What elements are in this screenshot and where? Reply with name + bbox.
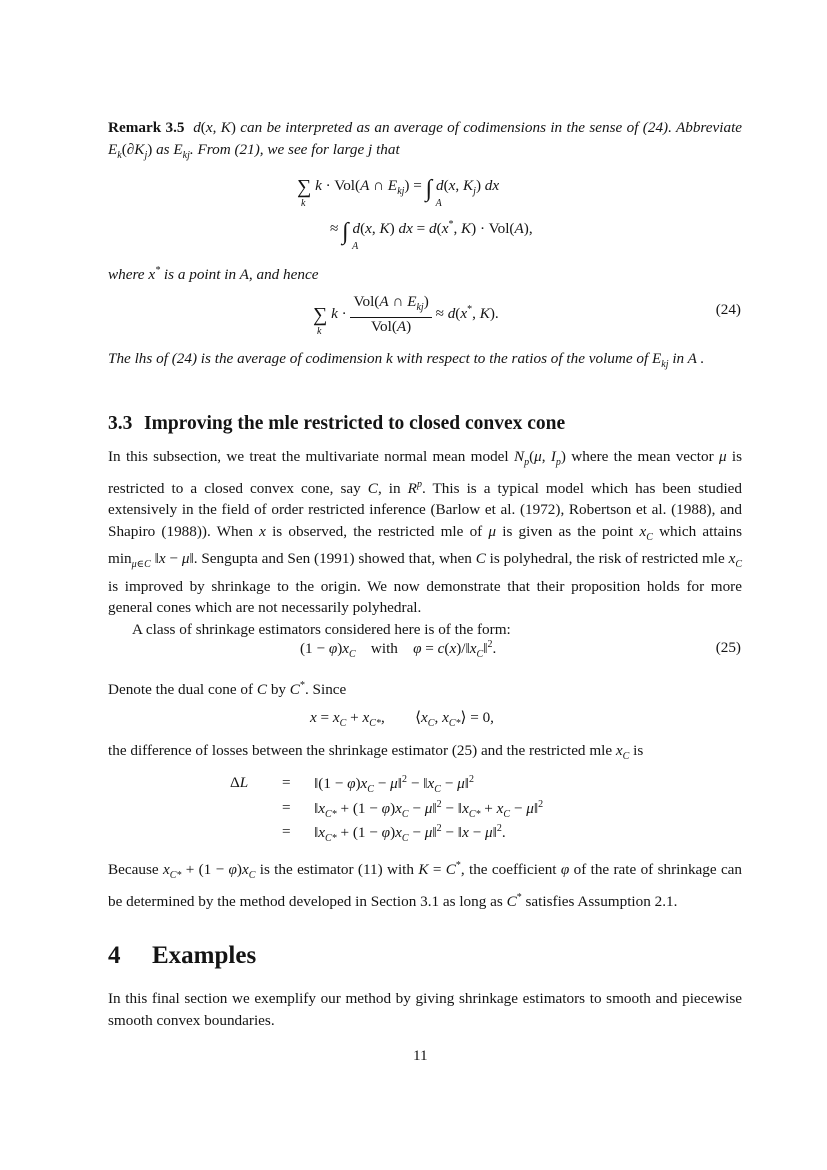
equation-loss-eq1: =	[282, 774, 291, 791]
p5-c: , the coefficient	[460, 861, 557, 879]
p1-f: is observed, the restricted mle of	[272, 522, 483, 540]
p1-e: . This is a typical model which has been studied extensively in the field of order restricted inference (Barlow et al. (1972), Robertson et al. (1988), and Shapiro (1988)). When	[108, 479, 742, 540]
equation-24-label: (24)	[715, 301, 741, 318]
p1-a: In this subsection, we treat the multivariate normal mean model	[108, 448, 509, 465]
equation-loss-line1: ΔL	[230, 774, 249, 791]
p4-b: is	[633, 742, 644, 759]
remark-equation-line1: ∑ k k · Vol(A ∩ $E_{kj}$) = ∫ A d(x, $K_j$) dx	[297, 176, 500, 209]
section-3-3-title: Improving the mle restricted to closed convex cone	[144, 413, 566, 434]
remark-where-3: , and hence	[248, 266, 319, 284]
p3-b: by	[270, 681, 286, 699]
p3-a: Denote the dual cone of	[108, 681, 254, 699]
section-4-number: 4	[108, 942, 121, 969]
equation-loss-rhs2: $‖x_{C*} + (1 - \varphi)x_C$ − μ‖$^2$ − $‖x_{C*} + x_C$ − μ‖$^2$	[314, 799, 544, 821]
section-3-3-paragraph-5: Because $x_{C*} + (1 - \varphi)x_C$ is the estimator (11) with K = C*, the coefficient φ of the rate of shrinkage can be determined by the method developed in Section 3.1 as long as C* satisfies Assumption 2.1.	[108, 860, 743, 910]
section-3-3-paragraph-1: In this subsection, we treat the multivariate normal mean model $N_p(\mu$, $I_p$) where the mean vector μ is restricted to a closed convex cone, say C, in $R^p$. This is a typical model which has been studied extensively in the field of order restricted inference (Barlow et al. (1972), Robertson et al. (1988), and Shapiro (1988)). When x is observed, the restricted mle of μ is given as the point $x_C$ which attains $\min_{\mu\in C}$ ‖x − μ‖. Sengupta and Sen (1991) showed that, when C is polyhedral, the risk of restricted mle $x_C$ is improved by shrinkage to the origin. We now demonstrate that their proposition holds for more general cones which are not necessarily polyhedral. A class of shrinkage estimators considered here is of the form:	[108, 448, 743, 638]
section-3-3-heading	[108, 413, 565, 435]
p5-a: Because	[108, 861, 159, 879]
equation-loss-eq2: =	[282, 799, 291, 816]
remark-paragraph: Remark 3.5 d(x, K) can be interpreted as an average of codimensions in the sense of (24). Abbreviate $E_k(\partial K_j)$ as $E_{kj}$. From (21), we see for large j that	[108, 119, 743, 161]
p3-c: . Since	[304, 681, 347, 699]
p1-h: which attains	[659, 522, 743, 540]
remark-lhs-3: in	[672, 350, 685, 367]
p4-a: the difference of losses between the shrinkage estimator (25) and the restricted mle	[108, 742, 613, 759]
equation-24: ∑ k k · $\frac{Vol(A \cap E_{kj})}{\text{Vol(A)}}$ ≈ d(x*, K).	[313, 293, 499, 337]
p1-k: is improved by shrinkage to the origin. We now demonstrate that their proposition holds for more general cones which are not necessarily polyhedral.	[108, 577, 742, 617]
remark-equation-line2: ≈ ∫ A d(x, K) dx = d(x*, K) · Vol(A),	[330, 219, 533, 253]
section-4-title: Examples	[152, 942, 257, 969]
remark-text-1: can be interpreted as an average of codimensions in the sense of (24). Abbreviate	[240, 119, 743, 136]
section-3-3-number: 3.3	[108, 413, 133, 434]
equation-loss-rhs3: $‖x_{C*} + (1 - \varphi)x_C$ − μ‖$^2$ − ‖x − μ‖$^2$.	[314, 823, 506, 845]
p1-j: is polyhedral, the risk of restricted mle	[489, 550, 725, 568]
p5-d: of the rate of shrinkage can be determined by the method developed in Section 3.1 as long as	[108, 861, 743, 910]
remark-text-4: that	[376, 140, 400, 158]
section-4-heading	[108, 942, 256, 970]
remark-lhs-paragraph: The lhs of (24) is the average of codimension k with respect to the ratios of the volume of $E_{kj}$ in A .	[108, 350, 705, 371]
remark-text-3: . From (21), we see for large	[189, 140, 365, 158]
remark-lhs-2: with respect to the ratios of the volume of	[396, 350, 649, 367]
p1-c: is restricted to a closed convex cone, say	[108, 448, 743, 497]
page-number: 11	[413, 1047, 428, 1064]
equation-25-label: (25)	[715, 639, 741, 656]
p5-e: satisfies Assumption 2.1.	[525, 892, 678, 910]
p1-i: . Sengupta and Sen (1991) showed that, when	[193, 550, 472, 568]
section-3-3-paragraph-4: the difference of losses between the shrinkage estimator (25) and the restricted mle $x_C$ is	[108, 742, 644, 763]
remark-where-1: where	[108, 266, 145, 284]
equation-loss-eq3: =	[282, 823, 291, 840]
section-3-3-paragraph-3: Denote the dual cone of C by C*. Since	[108, 680, 347, 699]
remark-where-2: is a point in	[163, 266, 237, 284]
p1-g: is given as the point	[502, 522, 634, 540]
remark-label: Remark 3.5	[108, 119, 185, 136]
remark-lhs-1: The lhs of (24) is the average of codimension	[108, 350, 383, 367]
remark-text-2: as	[156, 140, 170, 158]
p5-b: is the estimator (11) with	[259, 861, 414, 879]
equation-loss-rhs1: ‖(1 − $\varphi)x_C$ − μ‖$^2$ − $‖x_C$ − μ‖$^2$	[314, 774, 474, 796]
equation-25: $(1 - \varphi)x_C$ with $\varphi = c(x)/‖x_C‖^2$.	[300, 639, 497, 661]
remark-where-line: where x* is a point in A, and hence	[108, 265, 319, 284]
section-4-paragraph: In this final section we exemplify our method by giving shrinkage estimators to smooth and piecewise smooth convex boundaries.	[108, 990, 742, 1029]
p1-d: , in	[377, 479, 401, 497]
p2: A class of shrinkage estimators considered here is of the form:	[132, 620, 511, 638]
p1-b: where the mean vector	[571, 448, 714, 465]
eq25-with: with	[370, 640, 398, 658]
equation-decomposition: $x = x_C + x_{C*}$, $⟨x_C$, $x_{C*}⟩ = 0$,	[310, 709, 494, 730]
